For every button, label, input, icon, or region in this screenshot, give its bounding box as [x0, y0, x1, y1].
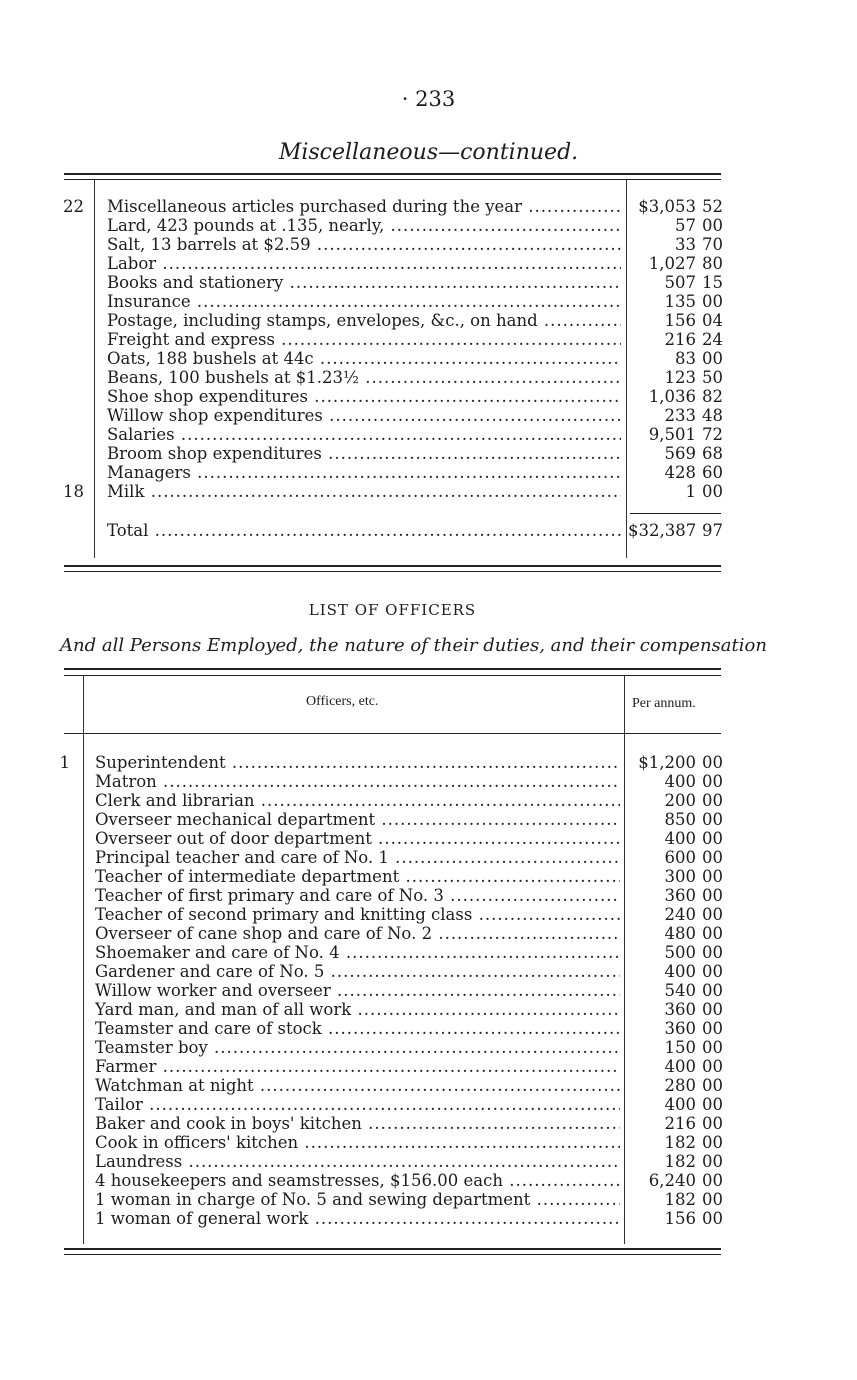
misc-row-label: Beans, 100 bushels at $1.23½ ..... — [107, 368, 621, 387]
officer-row — [0, 810, 857, 829]
misc-row-cents: 48 — [702, 406, 723, 425]
officer-row — [0, 943, 857, 962]
officer-row-amount: 360 — [664, 1000, 696, 1019]
officer-row-cents: 00 — [702, 962, 723, 981]
misc-row-amount: 1,036 — [648, 387, 696, 406]
officer-row-cents: 00 — [702, 810, 723, 829]
officer-row-amount: 182 — [664, 1152, 696, 1171]
officer-row-label: Teacher of second primary and knitting class ..... — [95, 905, 620, 924]
officer-row-label: Farmer ..... — [95, 1057, 620, 1076]
officer-row-label: Watchman at night ..... — [95, 1076, 620, 1095]
officer-row-label: Yard man, and man of all work ..... — [95, 1000, 620, 1019]
officer-row-cents: 00 — [702, 829, 723, 848]
misc-row-cents: 80 — [702, 254, 723, 273]
misc-row-label: Labor ..... — [107, 254, 621, 273]
misc-row-cents: 15 — [702, 273, 723, 292]
officer-row-amount: 216 — [664, 1114, 696, 1133]
misc-top-rule — [64, 173, 721, 175]
officer-row — [0, 905, 857, 924]
officer-row-amount: 400 — [664, 772, 696, 791]
officer-row — [0, 1019, 857, 1038]
officer-row-amount: 400 — [664, 829, 696, 848]
misc-row-label: Salt, 13 barrels at $2.59 ..... — [107, 235, 621, 254]
misc-row-label: Managers ..... — [107, 463, 621, 482]
officer-row-amount: 400 — [664, 1057, 696, 1076]
officers-subtitle: And all Persons Employed, the nature of their duties, and their compensation — [60, 635, 767, 656]
officer-row-label: Gardener and care of No. 5 ..... — [95, 962, 620, 981]
officer-row — [0, 829, 857, 848]
misc-row — [0, 254, 857, 273]
misc-row-cents: 70 — [702, 235, 723, 254]
misc-row-amount: 428 — [664, 463, 696, 482]
misc-total-label: Total ..... — [107, 521, 621, 540]
officer-row — [0, 1171, 857, 1190]
officer-row — [0, 1209, 857, 1228]
officer-row-cents: 00 — [702, 867, 723, 886]
misc-row-label: Freight and express ..... — [107, 330, 621, 349]
officer-row-cents: 00 — [702, 753, 723, 772]
misc-row — [0, 292, 857, 311]
col-officers-header: Officers, etc. — [306, 694, 379, 709]
officer-row-amount: $1,200 — [638, 753, 696, 772]
officer-row — [0, 1095, 857, 1114]
misc-row-cents: 50 — [702, 368, 723, 387]
misc-row-amount: 57 — [675, 216, 696, 235]
officer-row-label: Matron ..... — [95, 772, 620, 791]
misc-row-cents: 00 — [702, 292, 723, 311]
section-title: Miscellaneous—continued. — [278, 140, 579, 165]
misc-row — [0, 463, 857, 482]
officer-row — [0, 1076, 857, 1095]
officer-row-amount: 540 — [664, 981, 696, 1000]
misc-row-label: Miscellaneous articles purchased during the year ..... — [107, 197, 621, 216]
misc-total-amount: $32,387 — [628, 521, 697, 540]
officer-row — [0, 791, 857, 810]
misc-row — [0, 273, 857, 292]
officer-row-cents: 00 — [702, 772, 723, 791]
misc-row-cents: 68 — [702, 444, 723, 463]
officer-row-amount: 300 — [664, 867, 696, 886]
officer-row-amount: 200 — [664, 791, 696, 810]
officer-row-label: Tailor ..... — [95, 1095, 620, 1114]
misc-row — [0, 235, 857, 254]
misc-row-label: Willow shop expenditures ..... — [107, 406, 621, 425]
officer-row-label: Clerk and librarian ..... — [95, 791, 620, 810]
officer-row-cents: 00 — [702, 1133, 723, 1152]
misc-row-cents: 04 — [702, 311, 723, 330]
officer-row-amount: 150 — [664, 1038, 696, 1057]
misc-row-label: Postage, including stamps, envelopes, &c., on hand ..... — [107, 311, 621, 330]
misc-row-cents: 00 — [702, 482, 723, 501]
officer-row-amount: 400 — [664, 1095, 696, 1114]
misc-row-amount: 83 — [675, 349, 696, 368]
officers-bottom-rule-inner — [64, 1254, 721, 1255]
misc-row-cents: 60 — [702, 463, 723, 482]
officer-row-cents: 00 — [702, 1190, 723, 1209]
misc-row-label: Salaries ..... — [107, 425, 621, 444]
misc-row — [0, 330, 857, 349]
officer-row — [0, 772, 857, 791]
misc-total-row — [0, 521, 857, 540]
misc-row-cents: 00 — [702, 349, 723, 368]
officer-row-cents: 00 — [702, 943, 723, 962]
officer-row-label: 1 woman of general work ..... — [95, 1209, 620, 1228]
officer-row-label: Laundress ..... — [95, 1152, 620, 1171]
officer-row-label: Teamster boy ..... — [95, 1038, 620, 1057]
officer-row — [0, 867, 857, 886]
misc-row-label: Broom shop expenditures ..... — [107, 444, 621, 463]
misc-row-amount: 9,501 — [648, 425, 696, 444]
officer-row — [0, 1038, 857, 1057]
officer-row-number: 1 — [59, 753, 70, 772]
officer-row-label: Overseer out of door department ..... — [95, 829, 620, 848]
misc-row — [0, 216, 857, 235]
officer-row-label: Superintendent ..... — [95, 753, 620, 772]
officer-row-amount: 480 — [664, 924, 696, 943]
officer-row-cents: 00 — [702, 1038, 723, 1057]
officer-row-cents: 00 — [702, 791, 723, 810]
officers-top-rule-inner — [64, 675, 721, 676]
officer-row-label: Overseer of cane shop and care of No. 2 ..... — [95, 924, 620, 943]
officers-bottom-rule — [64, 1248, 721, 1250]
officer-row — [0, 848, 857, 867]
misc-row-amount: 569 — [664, 444, 696, 463]
misc-row-label: Oats, 188 bushels at 44c ..... — [107, 349, 621, 368]
officer-row-label: Principal teacher and care of No. 1 ..... — [95, 848, 620, 867]
officer-row — [0, 1152, 857, 1171]
officer-row-label: Cook in officers' kitchen ..... — [95, 1133, 620, 1152]
officer-row — [0, 981, 857, 1000]
officer-row — [0, 1000, 857, 1019]
misc-row — [0, 425, 857, 444]
misc-row-cents: 24 — [702, 330, 723, 349]
misc-row-amount: 507 — [664, 273, 696, 292]
misc-row-amount: 123 — [664, 368, 696, 387]
officer-row-cents: 00 — [702, 1057, 723, 1076]
misc-row-cents: 82 — [702, 387, 723, 406]
misc-row-amount: 135 — [664, 292, 696, 311]
officer-row-amount: 400 — [664, 962, 696, 981]
officer-row-cents: 00 — [702, 1019, 723, 1038]
officer-row-cents: 00 — [702, 1171, 723, 1190]
officer-row-cents: 00 — [702, 924, 723, 943]
misc-row-label: Shoe shop expenditures ..... — [107, 387, 621, 406]
officer-row — [0, 753, 857, 772]
misc-row — [0, 444, 857, 463]
officer-row-label: Willow worker and overseer ..... — [95, 981, 620, 1000]
misc-row-amount: 156 — [664, 311, 696, 330]
misc-row — [0, 197, 857, 216]
officer-row — [0, 962, 857, 981]
misc-top-rule-inner — [64, 179, 721, 180]
officer-row — [0, 1190, 857, 1209]
officer-row-cents: 00 — [702, 981, 723, 1000]
misc-row-label: Books and stationery ..... — [107, 273, 621, 292]
misc-row — [0, 349, 857, 368]
officer-row-label: Teacher of intermediate department ..... — [95, 867, 620, 886]
misc-bottom-rule — [64, 565, 721, 567]
officer-row-amount: 280 — [664, 1076, 696, 1095]
officer-row-cents: 00 — [702, 1095, 723, 1114]
officer-row-amount: 156 — [664, 1209, 696, 1228]
misc-row — [0, 311, 857, 330]
officers-title: LIST OF OFFICERS — [308, 601, 477, 619]
officer-row — [0, 1057, 857, 1076]
officer-row-amount: 240 — [664, 905, 696, 924]
officers-top-rule — [64, 668, 721, 670]
misc-row-amount: 1,027 — [648, 254, 696, 273]
officer-row-cents: 00 — [702, 1209, 723, 1228]
misc-row — [0, 406, 857, 425]
officer-row-cents: 00 — [702, 1114, 723, 1133]
officer-row-label: 1 woman in charge of No. 5 and sewing department ..... — [95, 1190, 620, 1209]
misc-row-cents: 72 — [702, 425, 723, 444]
misc-row — [0, 368, 857, 387]
misc-row-number: 22 — [63, 197, 84, 216]
officer-row-label: Overseer mechanical department ..... — [95, 810, 620, 829]
misc-row-label: Milk ..... — [107, 482, 621, 501]
misc-row-amount: 33 — [675, 235, 696, 254]
officer-row-amount: 850 — [664, 810, 696, 829]
officer-row-label: 4 housekeepers and seamstresses, $156.00 each ..... — [95, 1171, 620, 1190]
officer-row — [0, 886, 857, 905]
page-number: · 233 — [401, 87, 456, 111]
col-per-annum-header: Per annum. — [632, 696, 696, 711]
officer-row-cents: 00 — [702, 905, 723, 924]
officer-row-amount: 360 — [664, 1019, 696, 1038]
officers-header-rule — [64, 733, 721, 734]
misc-bottom-rule-inner — [64, 571, 721, 572]
misc-row — [0, 482, 857, 501]
officer-row-label: Shoemaker and care of No. 4 ..... — [95, 943, 620, 962]
officer-row — [0, 924, 857, 943]
officer-row-amount: 600 — [664, 848, 696, 867]
officer-row-amount: 360 — [664, 886, 696, 905]
misc-row-amount: 233 — [664, 406, 696, 425]
misc-row-cents: 00 — [702, 216, 723, 235]
misc-row-cents: 52 — [702, 197, 723, 216]
officer-row-amount: 6,240 — [648, 1171, 696, 1190]
officer-row-amount: 500 — [664, 943, 696, 962]
misc-row-amount: 216 — [664, 330, 696, 349]
misc-total-cents: 97 — [702, 521, 723, 540]
misc-row-amount: 1 — [685, 482, 696, 501]
officer-row-label: Baker and cook in boys' kitchen ..... — [95, 1114, 620, 1133]
officer-row-amount: 182 — [664, 1190, 696, 1209]
officer-row-label: Teamster and care of stock ..... — [95, 1019, 620, 1038]
misc-row-label: Insurance ..... — [107, 292, 621, 311]
misc-subtotal-rule — [630, 513, 721, 514]
officer-row-label: Teacher of first primary and care of No. 3 ..... — [95, 886, 620, 905]
officer-row — [0, 1114, 857, 1133]
misc-row-label: Lard, 423 pounds at .135, nearly, ..... — [107, 216, 621, 235]
officer-row-cents: 00 — [702, 886, 723, 905]
misc-row-number: 18 — [63, 482, 84, 501]
misc-row — [0, 387, 857, 406]
officer-row-cents: 00 — [702, 848, 723, 867]
officer-row-amount: 182 — [664, 1133, 696, 1152]
officer-row-cents: 00 — [702, 1000, 723, 1019]
misc-row-amount: $3,053 — [638, 197, 696, 216]
officer-row-cents: 00 — [702, 1152, 723, 1171]
officer-row — [0, 1133, 857, 1152]
officer-row-cents: 00 — [702, 1076, 723, 1095]
